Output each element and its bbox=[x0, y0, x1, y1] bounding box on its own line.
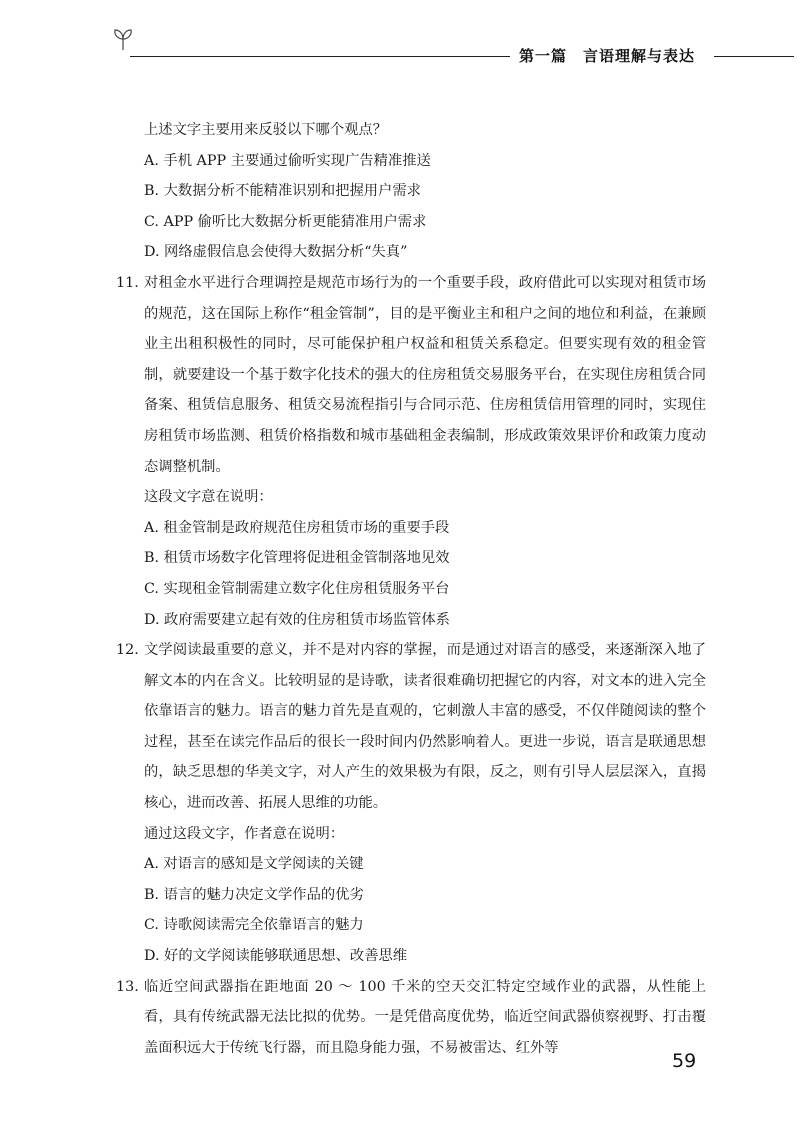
question-text: 对租金水平进行合理调控是规范市场行为的一个重要手段，政府借此可以实现对租赁市场的规范，这在国际上称作“租金管制”，目的是平衡业主和租户之间的地位和利益，在兼顾业主出租积极性的同时，尽可能保护租户权益和租赁关系稳定。但要实现有效的租金管制，就要建设一个基于数字化技术的强大的住房租赁交易服务平台，在实现住房租赁合同备案、租赁信息服务、租赁交易流程指引与合同示范、住房租赁信用管理的同时，实现住房租赁市场监测、租赁价格指数和城市基础租金表编制，形成政策效果评价和政策力度动态调整机制。 bbox=[144, 274, 706, 475]
question-12 bbox=[116, 635, 706, 972]
page-number: 59 bbox=[672, 1050, 697, 1072]
question-number: 11. bbox=[116, 274, 139, 291]
option-b: B. 大数据分析不能精准识别和把握用户需求 bbox=[144, 183, 421, 200]
question-prompt: 这段文字意在说明： bbox=[144, 489, 273, 506]
page-header bbox=[0, 0, 800, 70]
header-rule-right bbox=[714, 56, 794, 57]
question-text: 临近空间武器指在距地面 20 ～ 100 千米的空天交汇特定空域作业的武器，从性能上看，具有传统武器无法比拟的优势。一是凭借高度优势，临近空间武器侦察视野、打击覆盖面积远大于传统飞行器，而且隐身能力强，不易被雷达、红外等 bbox=[144, 978, 706, 1056]
option-d: D. 好的文学阅读能够联通思想、改善思维 bbox=[144, 948, 408, 965]
question-number: 12. bbox=[116, 642, 139, 659]
section-title: 第一篇 言语理解与表达 bbox=[519, 47, 696, 65]
question-text: 文学阅读最重要的意义，并不是对内容的掌握，而是通过对语言的感受，来逐渐深入地了解文本的内在含义。比较明显的是诗歌，读者很难确切把握它的内容，对文本的进入完全依靠语言的魅力。语言的魅力首先是直观的，它刺激人丰富的感受，不仅伴随阅读的整个过程，甚至在读完作品后的很长一段时间内仍然影响着人。更进一步说，语言是联通思想的，缺乏思想的华美文字，对人产生的效果极为有限，反之，则有引导人层层深入，直揭核心，进而改善、拓展人思维的功能。 bbox=[144, 642, 706, 812]
option-c: C. APP 偷听比大数据分析更能猜准用户需求 bbox=[144, 213, 427, 230]
option-a: A. 租金管制是政府规范住房租赁市场的重要手段 bbox=[144, 519, 450, 536]
option-b: B. 租赁市场数字化管理将促进租金管制落地见效 bbox=[144, 550, 450, 567]
option-c: C. 实现租金管制需建立数字化住房租赁服务平台 bbox=[144, 580, 450, 597]
question-prompt: 通过这段文字，作者意在说明： bbox=[144, 825, 345, 842]
question-11 bbox=[116, 268, 706, 635]
option-a: A. 对语言的感知是文学阅读的关键 bbox=[144, 856, 364, 873]
page-body bbox=[116, 115, 706, 1063]
header-rule-left bbox=[130, 56, 510, 57]
question-number: 13. bbox=[116, 978, 139, 995]
option-d: D. 网络虚假信息会使得大数据分析“失真” bbox=[144, 244, 408, 261]
question-10-tail bbox=[116, 115, 706, 268]
option-b: B. 语言的魅力决定文学作品的优劣 bbox=[144, 886, 364, 903]
sprout-icon bbox=[112, 26, 134, 52]
question-13 bbox=[116, 972, 706, 1064]
option-d: D. 政府需要建立起有效的住房租赁市场监管体系 bbox=[144, 611, 450, 628]
option-c: C. 诗歌阅读需完全依靠语言的魅力 bbox=[144, 917, 364, 934]
option-a: A. 手机 APP 主要通过偷听实现广告精准推送 bbox=[144, 152, 431, 169]
question-prompt: 上述文字主要用来反驳以下哪个观点？ bbox=[144, 122, 388, 138]
